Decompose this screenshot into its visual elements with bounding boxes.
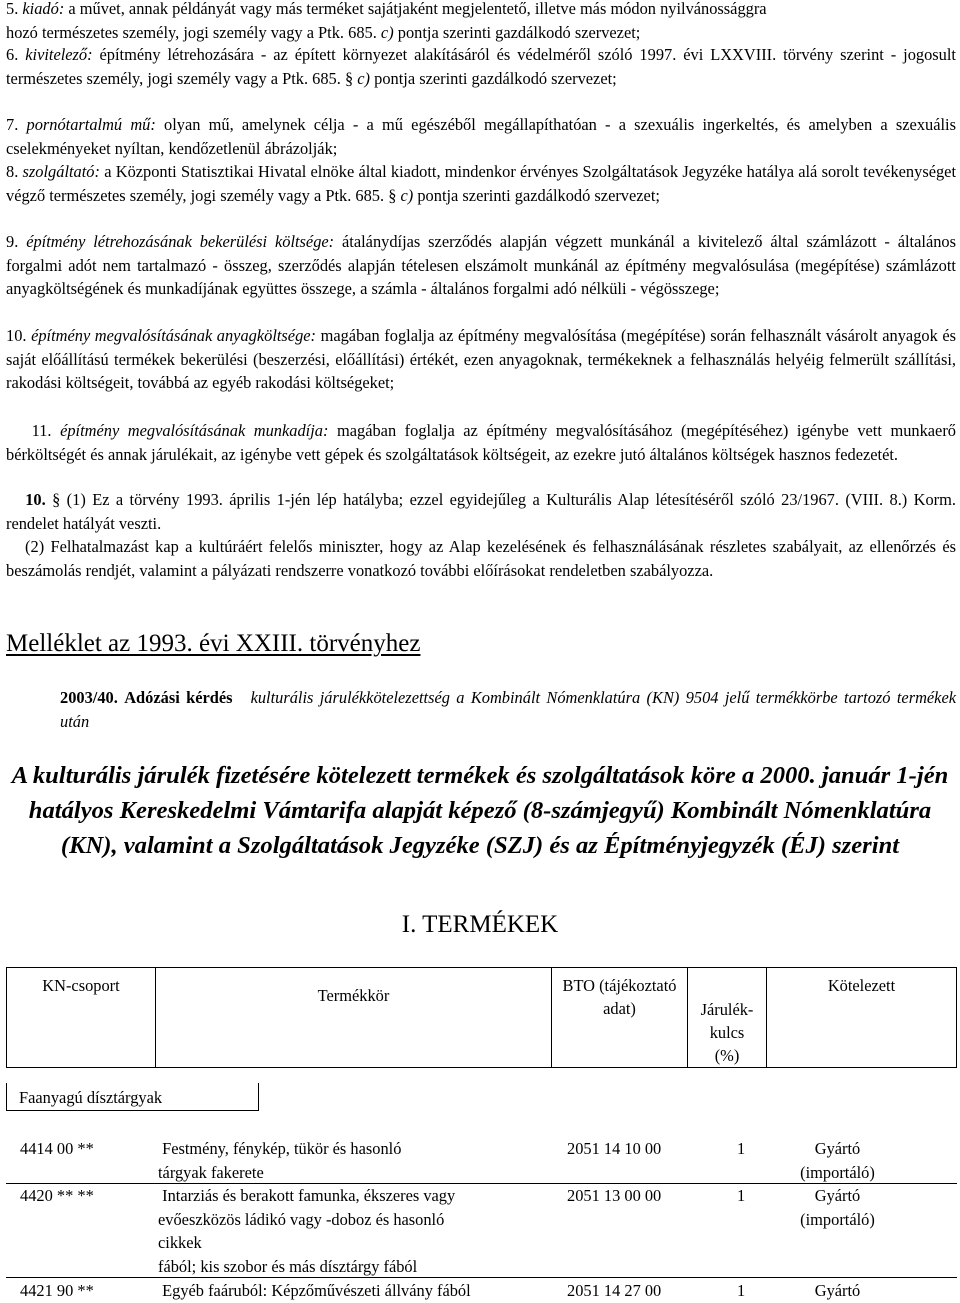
definition-6 (6, 43, 956, 90)
products-table-header (6, 967, 957, 1068)
definition-text: átalánydíjas szerződés alapján végzett munkánál a kivitelező által számlázott - általános forgalmi adót nem tartalmazó - összeg, szerződés alapján tételesen elszámolt munkánál az építmény megvalósulása (megépítése) számlázott anyagköltségének és munkadíjának együttes összege, a számla - általános forgalmi adó nélküli - végösszege; (6, 232, 956, 298)
term: szolgáltató: (22, 162, 100, 181)
product-description (158, 1137, 543, 1184)
section-text: § (1) Ez a törvény 1993. április 1-jén lép hatályba; ezzel egyidejűleg a Kulturális Alap létesítéséről szóló 23/1967. (VIII. 8.) Korm. rendelet hatályát veszti. (6, 490, 956, 533)
question-number: 2003/40. (60, 688, 118, 707)
header-termekkor: Termékkör (156, 968, 552, 1068)
kn-code: 4421 90 ** (20, 1281, 94, 1300)
term: építmény megvalósításának munkadíja: (60, 421, 329, 440)
point-ref: c) (357, 68, 371, 88)
bto-code: 2051 14 10 00 (567, 1139, 662, 1158)
obligor-line: (importáló) (800, 1162, 875, 1182)
row-divider (6, 1277, 957, 1278)
section-10 (6, 488, 956, 535)
definition-text: magában foglalja az építmény megvalósításához (megépítéséhez) igénybe vett munkaerő bérköltségét és annak járulékait, az igénybe vett gépek és szolgáltatások költségeit, az ezekre jutó általános költségek hasznos fedezetét. (6, 421, 956, 464)
term: kiadó: (22, 0, 65, 18)
kn-code: 4414 00 ** (20, 1139, 94, 1158)
kn-code: 4420 ** ** (20, 1186, 94, 1205)
definition-10 (6, 324, 956, 395)
definition-5 (6, 0, 956, 44)
term: építmény létrehozásának bekerülési költsége: (26, 232, 335, 251)
question-text: kulturális járulékkötelezettség a Kombinált Nómenklatúra (KN) 9504 jelű termékkörbe tartozó termékek után (60, 688, 957, 731)
description-line: evőeszközös ládikó vagy -doboz és hasonló (158, 1209, 445, 1229)
category-label: Faanyagú dísztárgyak (6, 1083, 259, 1111)
rate: 1 (737, 1139, 746, 1158)
description-line: Egyéb faáruból: Képzőművészeti állvány fából (162, 1281, 471, 1300)
term: kivitelező: (25, 45, 93, 64)
section-number: 10. (25, 490, 46, 509)
section-text: (2) Felhatalmazást kap a kultúráért felelős miniszter, hogy az Alap kezelésének és felhasználásának részletes szabályait, az ellenőrzés és beszámolás rendjét, valamint a pályázati rendszerre vonatkozó további előírásokat rendeletben szabályozza. (6, 537, 956, 580)
section-sign-icon: § (388, 185, 397, 205)
description-line: Intarziás és berakott famunka, ékszeres vagy (162, 1186, 456, 1205)
item-number: 7. (6, 115, 19, 134)
definition-text: pontja szerinti gazdálkodó szervezet; (397, 22, 641, 42)
item-number: 5. (6, 0, 19, 18)
question-label: Adózási kérdés (124, 688, 233, 707)
description-line: fából; kis szobor és más dísztárgy fából (158, 1256, 418, 1276)
tax-question (60, 686, 956, 734)
obligor: Gyártó (814, 1281, 861, 1300)
item-number: 6. (6, 45, 19, 64)
section-title: I. TERMÉKEK (401, 911, 559, 938)
description-line: cikkek (158, 1233, 202, 1252)
definition-text: a Központi Statisztikai Hivatal elnöke által kiadott, mindenkor érvényes Szolgáltatások Jegyzéke hatálya alá sorolt tevékenységet végző természetes személy, jogi személy vagy a Ptk. 685. (6, 162, 956, 205)
definition-text: olyan mű, amelynek célja - a mű egészéből megállapíthatóan - a szexuális ingerkeltés, és amelyben a szexuális cselekményeket nyíltan, kendőzetlenül ábrázolják; (6, 115, 956, 158)
item-number: 9. (6, 232, 19, 251)
point-ref: c) (380, 22, 394, 42)
point-ref: c) (400, 185, 414, 205)
product-description (158, 1279, 543, 1303)
definition-text: építmény létrehozására - az épített környezet alakításáról és védelméről szóló 1997. évi LXXVIII. törvény szerint - jogosult természetes személy, jogi személy vagy a Ptk. 685. (6, 45, 956, 88)
obligor (775, 1184, 900, 1231)
term: pornótartalmú mű: (26, 115, 156, 134)
description-line: Festmény, fénykép, tükör és hasonló (162, 1139, 402, 1158)
definition-text: magában foglalja az építmény megvalósítása (megépítése) során felhasznált vásárolt anyagok és saját előállítású termékek bekerülési (beszerzési, előállítási) értékét, ezen anyagoknak, termékeknek a felhasználás helyéig felmerült szállítási, rakodási költségeit, továbbá az egyéb rakodási költségeket; (6, 326, 956, 392)
definition-text: pontja szerinti gazdálkodó szervezet; (374, 68, 617, 88)
bto-code: 2051 14 27 00 (567, 1281, 662, 1300)
definition-text: pontja szerinti gazdálkodó szervezet; (417, 185, 660, 205)
item-number: 8. (6, 162, 19, 181)
definition-9 (6, 230, 956, 301)
annex-heading: Melléklet az 1993. évi XXIII. törvényhez (6, 630, 421, 657)
rate: 1 (737, 1281, 746, 1300)
definition-11 (6, 419, 956, 466)
list-title: A kulturális járulék fizetésére kötelezett termékek és szolgáltatások köre a 2000. január 1-jén hatályos Kereskedelmi Vámtarifa alapját képező (8-számjegyű) Kombinált Nómenklatúra (KN), valamint a Szolgáltatások Jegyzéke (SZJ) és az Építményjegyzék (ÉJ) szerint (11, 762, 949, 859)
term: építmény megvalósításának anyagköltsége: (31, 326, 317, 345)
obligor-line: Gyártó (814, 1139, 861, 1158)
product-description (158, 1184, 543, 1278)
bto-code: 2051 13 00 00 (567, 1186, 662, 1205)
header-jarulek: Járulék-kulcs (%) (688, 968, 767, 1068)
definition-8 (6, 160, 956, 207)
obligor-line: Gyártó (814, 1186, 861, 1205)
definition-text: a művet, annak példányát vagy más terméket sajátjaként megjelentető, illetve más módon nyilvánossággra (64, 0, 767, 18)
definition-7 (6, 113, 956, 160)
obligor (775, 1137, 900, 1184)
header-bto: BTO (tájékoztató adat) (552, 968, 688, 1068)
obligor-line: (importáló) (800, 1209, 875, 1229)
item-number: 11. (31, 421, 52, 440)
rate: 1 (737, 1186, 746, 1205)
description-line: tárgyak fakerete (158, 1162, 264, 1182)
section-sign-icon: § (344, 68, 354, 88)
header-kotelezett: Kötelezett (767, 968, 957, 1068)
header-kn: KN-csoport (7, 968, 156, 1068)
item-number: 10. (6, 326, 27, 345)
section-10-paragraph-2 (6, 535, 956, 582)
definition-text: hozó természetes személy, jogi személy vagy a Ptk. 685. (6, 22, 377, 42)
